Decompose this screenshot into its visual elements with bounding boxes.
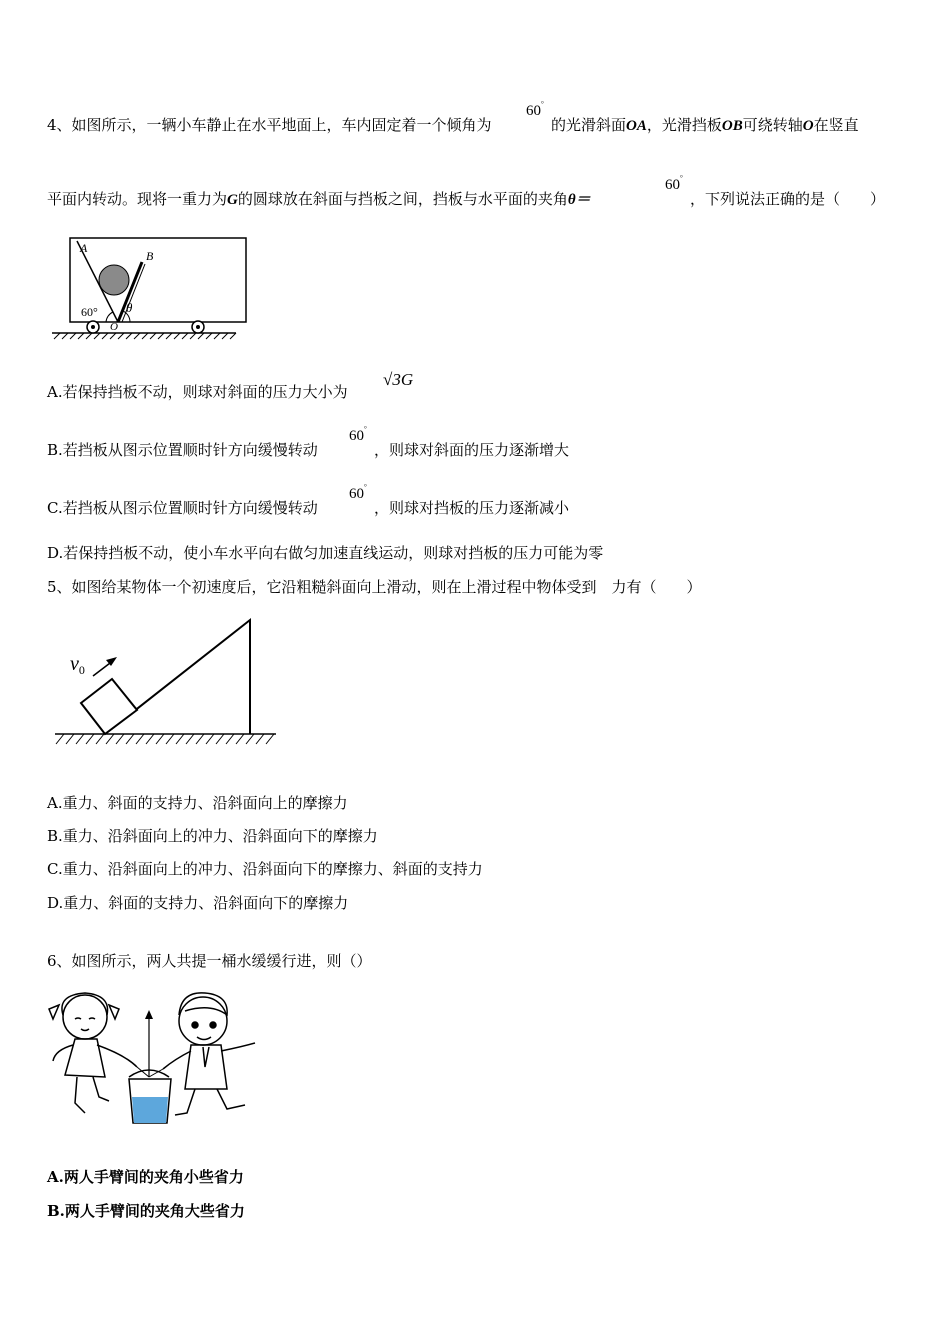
ground-hatching	[54, 333, 236, 339]
q5-option-b: B.重力、沿斜面向上的冲力、沿斜面向下的摩擦力	[47, 827, 378, 845]
q4-option-c-cont: ，则球对挡板的压力逐渐减小	[374, 499, 570, 517]
cart-wheel-left-hub	[91, 325, 95, 329]
q4-option-b-cont: ，则球对斜面的压力逐渐增大	[374, 441, 570, 459]
sliding-block	[81, 679, 137, 734]
q4-cart-figure	[50, 232, 240, 342]
q4-stem-line-1-cont: 的光滑斜面OA，光滑挡板OB可绕转轴O在竖直	[551, 116, 859, 134]
q6-children-carrying-bucket-figure	[45, 985, 265, 1130]
q4-option-a-formula: √3G	[383, 370, 414, 389]
water-bucket	[129, 1010, 171, 1123]
q4-stem-line-1: 4、如图所示，一辆小车静止在水平地面上，车内固定着一个倾角为	[47, 116, 492, 134]
q4-option-b-angle: 60°	[349, 425, 367, 444]
q4-option-c-angle: 60°	[349, 483, 367, 502]
boy-illustration	[163, 993, 255, 1115]
label-v0: $v_0$	[70, 653, 85, 677]
label-A: A	[80, 241, 88, 255]
q5-option-d: D.重力、斜面的支持力、沿斜面向下的摩擦力	[47, 894, 349, 912]
q5-stem: 5、如图给某物体一个初速度后，它沿粗糙斜面向上滑动，则在上滑过程中物体受到 力有（ ）	[47, 578, 702, 596]
girl-illustration	[49, 993, 137, 1113]
q4-option-c: C.若挡板从图示位置顺时针方向缓慢转动	[47, 499, 318, 517]
q4-angle-60-superscript-2: 60°	[665, 174, 683, 193]
q4-option-b: B.若挡板从图示位置顺时针方向缓慢转动	[47, 441, 318, 459]
q4-stem-line-2-cont: ，下列说法正确的是（ ）	[690, 190, 886, 208]
q4-option-a: A.若保持挡板不动，则球对斜面的压力大小为	[47, 383, 348, 401]
ground-hatching	[56, 734, 274, 744]
q4-angle-60-superscript-1: 60°	[526, 100, 544, 119]
q5-option-c: C.重力、沿斜面向上的冲力、沿斜面向下的摩擦力、斜面的支持力	[47, 860, 483, 878]
q6-option-a: A.两人手臂间的夹角小些省力	[47, 1168, 244, 1186]
q5-incline-figure	[50, 612, 290, 752]
q5-option-a: A.重力、斜面的支持力、沿斜面向上的摩擦力	[47, 794, 348, 812]
cart-wheel-right-hub	[196, 325, 200, 329]
q4-option-d: D.若保持挡板不动，使小车水平向右做匀加速直线运动，则球对挡板的压力可能为零	[47, 544, 604, 562]
q6-stem: 6、如图所示，两人共提一桶水缓缓行进，则（）	[47, 952, 372, 970]
label-theta: θ	[126, 300, 133, 315]
label-B: B	[146, 249, 154, 263]
label-60: 60°	[81, 305, 98, 319]
q6-option-b: B.两人手臂间的夹角大些省力	[47, 1202, 245, 1220]
label-O: O	[110, 321, 118, 333]
ball	[99, 265, 129, 295]
q4-stem-line-2: 平面内转动。现将一重力为G的圆球放在斜面与挡板之间，挡板与水平面的夹角θ＝	[47, 190, 591, 208]
